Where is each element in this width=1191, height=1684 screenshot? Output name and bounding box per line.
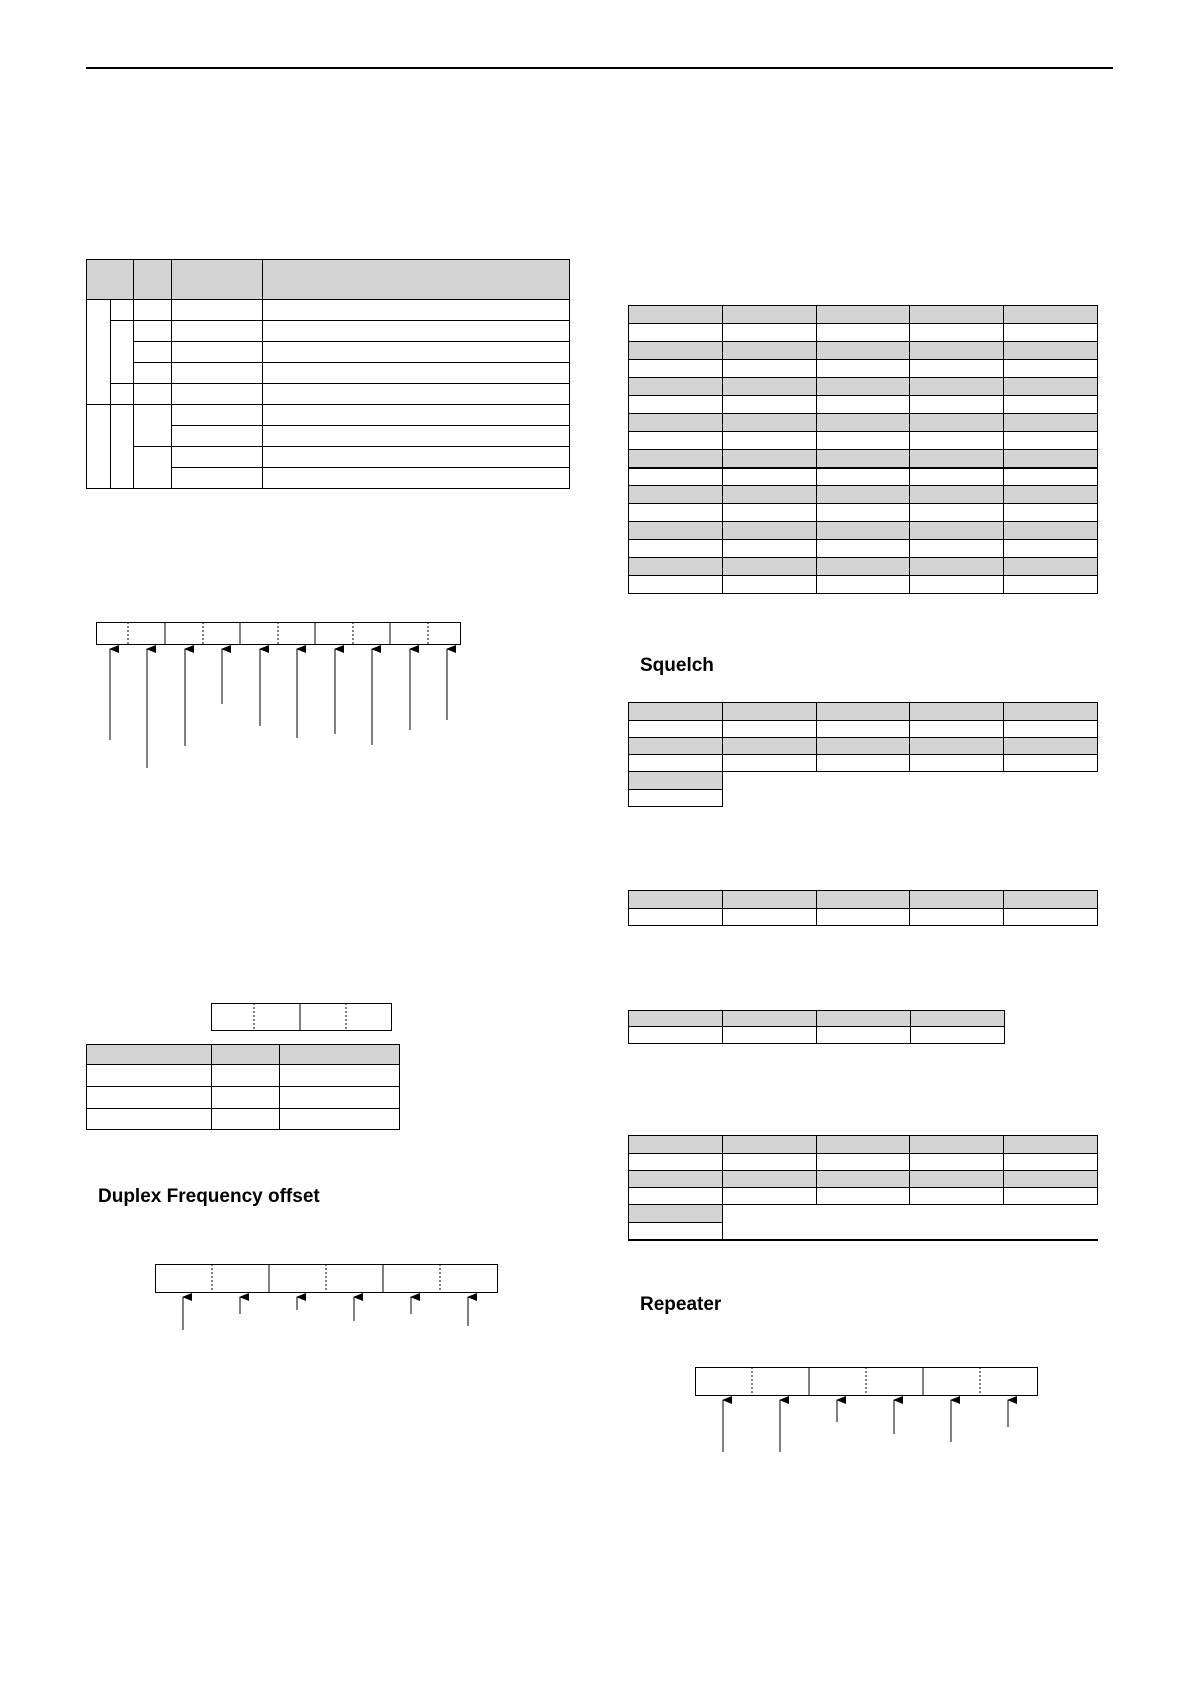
duplex-offset-diagram bbox=[155, 1264, 500, 1339]
digit-box bbox=[97, 623, 461, 645]
table-row bbox=[87, 300, 570, 321]
table-row bbox=[629, 772, 1098, 790]
tone-table bbox=[628, 1135, 1098, 1241]
table-row bbox=[87, 342, 570, 363]
mode-table bbox=[628, 305, 1098, 594]
table-row bbox=[629, 522, 1098, 540]
table-row bbox=[87, 1045, 400, 1065]
table-row bbox=[629, 1188, 1098, 1205]
table-row bbox=[629, 1154, 1098, 1171]
command-table bbox=[86, 259, 570, 489]
table-row bbox=[629, 721, 1098, 738]
table-row bbox=[629, 360, 1098, 378]
table-row bbox=[629, 909, 1098, 926]
table-row bbox=[629, 891, 1098, 909]
repeater-svg bbox=[695, 1367, 1040, 1457]
duplex-offset-svg bbox=[155, 1264, 500, 1339]
value-table bbox=[86, 1044, 400, 1130]
table-row bbox=[629, 1011, 1005, 1027]
table-row bbox=[87, 260, 570, 300]
table-row bbox=[87, 1065, 400, 1087]
table-row bbox=[629, 790, 1098, 807]
table-row bbox=[87, 363, 570, 384]
table-row bbox=[629, 1171, 1098, 1188]
four-col-table bbox=[628, 1010, 1005, 1044]
table-row bbox=[629, 450, 1098, 468]
repeater-diagram bbox=[695, 1367, 1040, 1457]
two-byte-box bbox=[211, 1003, 393, 1032]
table-row bbox=[629, 306, 1098, 324]
repeater-heading: Repeater bbox=[640, 1294, 722, 1315]
table-row bbox=[629, 414, 1098, 432]
table-row bbox=[629, 558, 1098, 576]
table-row bbox=[629, 432, 1098, 450]
two-byte-svg bbox=[211, 1003, 393, 1032]
table-row bbox=[629, 703, 1098, 721]
table-row bbox=[629, 1223, 1098, 1240]
table-row bbox=[629, 738, 1098, 755]
table-row bbox=[629, 324, 1098, 342]
table-row bbox=[87, 1109, 400, 1130]
squelch-heading: Squelch bbox=[640, 655, 714, 676]
frequency-digit-svg bbox=[96, 622, 466, 772]
table-row bbox=[629, 378, 1098, 396]
frequency-digit-diagram bbox=[96, 622, 466, 772]
table-row bbox=[629, 468, 1098, 486]
table-row bbox=[629, 1027, 1005, 1044]
table-row bbox=[629, 396, 1098, 414]
squelch-table bbox=[628, 702, 1098, 807]
duplex-offset-heading: Duplex Frequency offset bbox=[98, 1186, 320, 1207]
table-row bbox=[629, 1136, 1098, 1154]
table-row bbox=[629, 540, 1098, 558]
table-row bbox=[87, 384, 570, 405]
table-row bbox=[629, 1205, 1098, 1223]
table-row bbox=[629, 342, 1098, 360]
digit-box bbox=[212, 1004, 392, 1031]
table-row bbox=[87, 321, 570, 342]
table-row bbox=[629, 755, 1098, 772]
table-row bbox=[629, 486, 1098, 504]
table-row bbox=[87, 1087, 400, 1109]
header-rule bbox=[86, 67, 1113, 69]
five-col-table bbox=[628, 890, 1098, 926]
table-row bbox=[629, 576, 1098, 594]
table-row bbox=[87, 447, 570, 468]
table-row bbox=[629, 504, 1098, 522]
table-row bbox=[87, 405, 570, 426]
